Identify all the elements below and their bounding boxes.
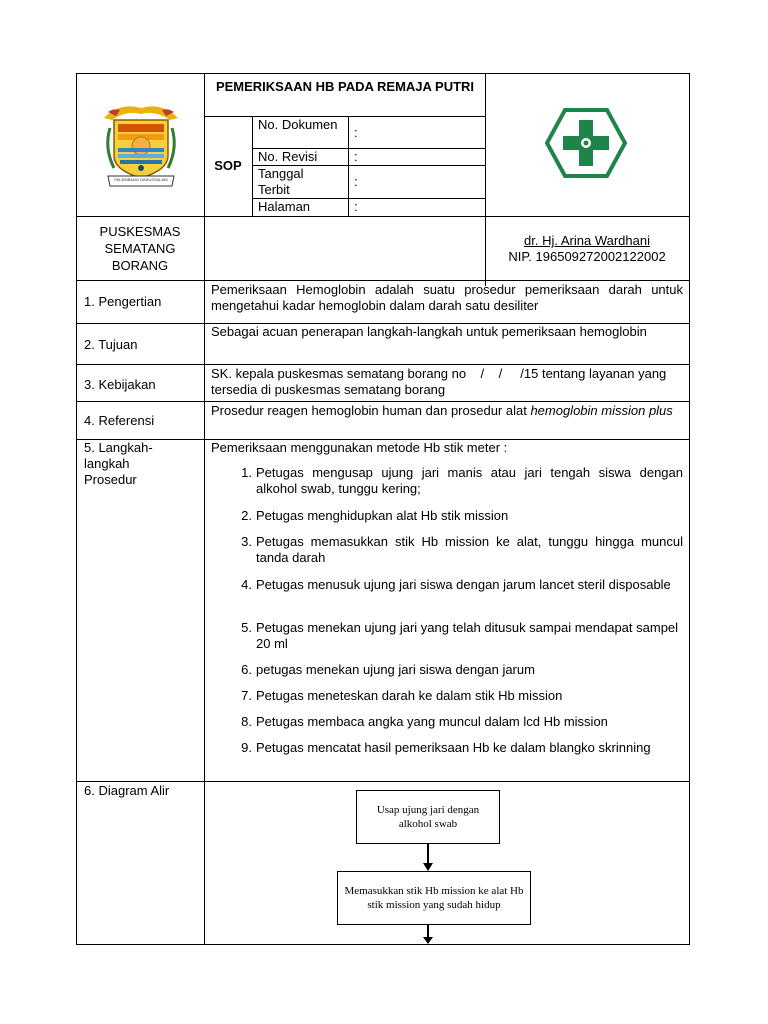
meta-sep-no-revisi: : (354, 149, 358, 164)
flow-arrow-1 (422, 844, 434, 872)
prosedur-steps (234, 465, 683, 775)
section-text-tujuan: Sebagai acuan penerapan langkah-langkah untuk pemeriksaan hemoglobin (211, 324, 647, 339)
section-label-diagram: 6. Diagram Alir (84, 783, 170, 798)
step-text: Petugas mencatat hasil pemeriksaan Hb ke dalam blangko skrinning (256, 740, 651, 755)
referensi-italic-text: hemoglobin mission plus (530, 403, 673, 418)
step-text: Petugas menusuk ujung jari siswa dengan jarum lancet steril disposable (256, 577, 671, 592)
meta-label-halaman: Halaman (258, 199, 311, 214)
referensi-plain-text: Prosedur reagen hemoglobin human dan prosedur alat (211, 403, 531, 418)
logo-banner-text: PALEMBANG DARUSSALAM (114, 177, 168, 182)
step-text: Petugas memasukkan stik Hb mission ke alat, tunggu hingga muncul tanda darah (256, 534, 683, 565)
meta-sep-halaman: : (354, 199, 358, 214)
document-title: PEMERIKSAAN HB PADA REMAJA PUTRI (215, 79, 475, 94)
section-text-kebijakan: SK. kepala puskesmas sematang borang no / / /15 tentang layanan yang tersedia di puskesmas sematang borang (211, 366, 670, 397)
step-number: 7. (241, 688, 252, 703)
step-text: Petugas mengusap ujung jari manis atau jari tengah siswa dengan alkohol swab, tunggu kering; (256, 465, 683, 496)
flow-box-2: Memasukkan stik Hb mission ke alat Hb stik mission yang sudah hidup (337, 871, 531, 925)
sop-label: SOP (214, 158, 242, 173)
meta-label-no-revisi: No. Revisi (258, 149, 318, 164)
section-text-referensi (211, 403, 683, 419)
section-label-referensi: 4. Referensi (84, 413, 155, 428)
meta-sep-tanggal-terbit: : (354, 174, 358, 189)
meta-label-tanggal-terbit: Tanggal Terbit (258, 166, 304, 197)
step-text: Petugas menghidupkan alat Hb stik mission (256, 508, 509, 523)
meta-sep-no-dokumen: : (354, 125, 358, 140)
step-number: 9. (241, 740, 252, 755)
step-number: 4. (241, 577, 252, 592)
flow-box-1: Usap ujung jari dengan alkohol swab (356, 790, 500, 844)
step-text: Petugas membaca angka yang muncul dalam lcd Hb mission (256, 714, 608, 729)
step-number: 5. (241, 620, 252, 635)
step-number: 2. (241, 508, 252, 523)
prosedur-intro: Pemeriksaan menggunakan metode Hb stik meter : (211, 440, 508, 455)
signer-nip: NIP. 196509272002122002 (508, 249, 666, 264)
puskesmas-cross-icon (545, 108, 627, 178)
step-text: Petugas meneteskan darah ke dalam stik Hb mission (256, 688, 563, 703)
section-label-tujuan: 2. Tujuan (84, 337, 138, 352)
step-text: Petugas menekan ujung jari yang telah ditusuk sampai mendapat sampel 20 ml (256, 620, 679, 651)
meta-label-no-dokumen: No. Dokumen (258, 117, 338, 132)
signer-name: dr. Hj. Arina Wardhani (524, 233, 650, 248)
section-label-kebijakan: 3. Kebijakan (84, 377, 156, 392)
flow-arrow-2 (422, 925, 434, 945)
section-label-pengertian: 1. Pengertian (84, 294, 162, 309)
step-number: 6. (241, 662, 252, 677)
section-label-prosedur: 5. Langkah-langkah Prosedur (84, 440, 153, 487)
section-text-pengertian: Pemeriksaan Hemoglobin adalah suatu prosedur pemeriksaan darah untuk mengetahui kadar hemoglobin dalam darah satu desiliter (211, 282, 683, 313)
step-number: 1. (241, 465, 252, 480)
puskesmas-name: PUSKESMAS SEMATANG BORANG (99, 224, 181, 273)
step-number: 8. (241, 714, 252, 729)
step-text: petugas menekan ujung jari siswa dengan jarum (256, 662, 535, 677)
step-number: 3. (241, 534, 252, 549)
